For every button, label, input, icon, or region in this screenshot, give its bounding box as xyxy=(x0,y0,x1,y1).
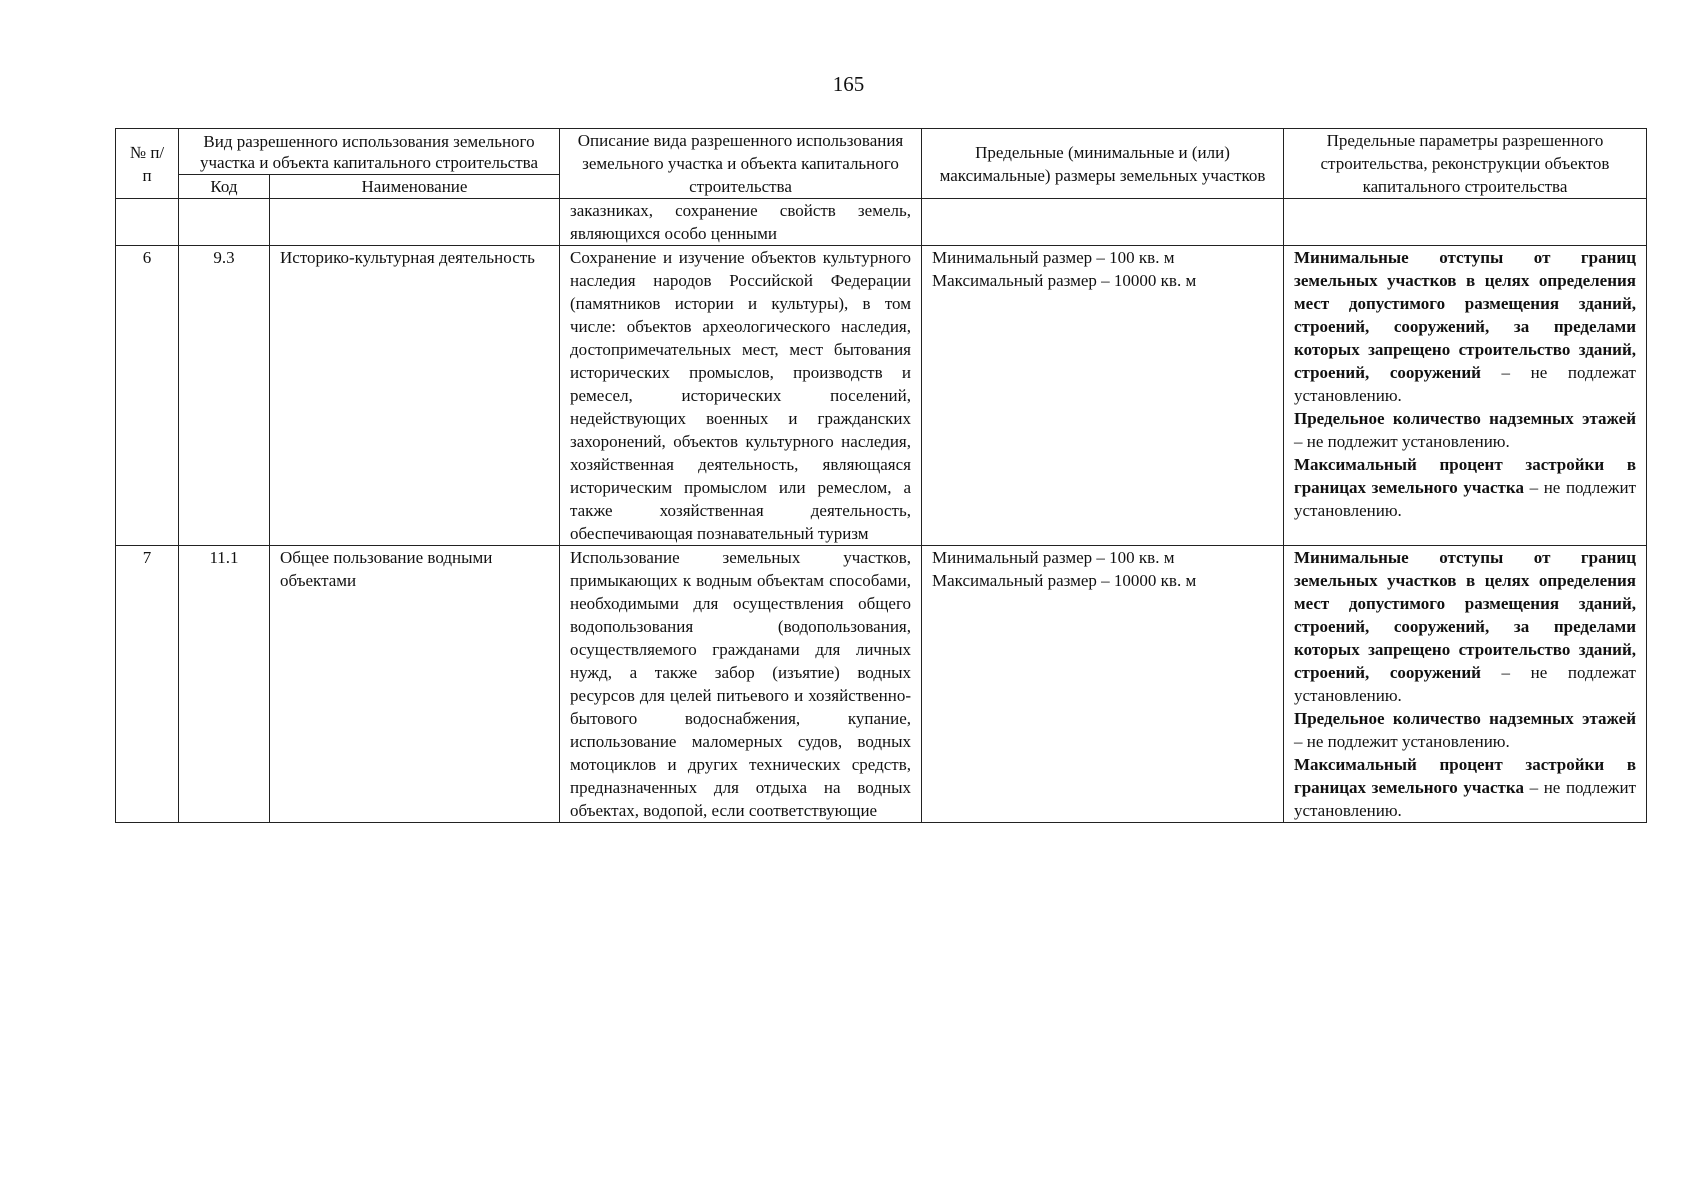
header-description: Описание вида разрешенного использования земельного участка и объекта капитального строительства xyxy=(560,129,922,199)
header-plot-sizes: Предельные (минимальные и (или) максимальные) размеры земельных участков xyxy=(922,129,1284,199)
header-usage-group: Вид разрешенного использования земельного участка и объекта капитального строительства xyxy=(179,129,560,175)
row-params xyxy=(1284,199,1647,246)
table-row xyxy=(116,199,1647,246)
param-title: Максимальный процент застройки в границах земельного участка xyxy=(1294,455,1636,497)
header-num: № п/п xyxy=(116,129,179,199)
param-paragraph xyxy=(1294,407,1636,453)
param-value: – не подлежит установлению. xyxy=(1294,732,1510,751)
max-size-text: Максимальный размер – 10000 кв. м xyxy=(932,271,1197,290)
row-code: 9.3 xyxy=(179,246,270,546)
row-name: Общее пользование водными объектами xyxy=(270,546,560,823)
row-description: Сохранение и изучение объектов культурного наследия народов Российской Федерации (памятников истории и культуры), в том числе: объектов археологического наследия, достопримечательных мест, мест бытования исторических промыслов, производств и ремесел, исторических поселений, недействующих военных и гражданских захоронений, объектов культурного наследия, хозяйственная деятельность, являющаяся историческим промыслом или ремеслом, а также хозяйственная деятельность, обеспечивающая познавательный туризм xyxy=(560,246,922,546)
param-value: – не подлежат установлению. xyxy=(1294,363,1636,405)
header-name: Наименование xyxy=(270,175,560,199)
param-value: – не подлежат установлению. xyxy=(1294,663,1636,705)
row-name: Историко-культурная деятельность xyxy=(270,246,560,546)
row-description: Использование земельных участков, примыкающих к водным объектам способами, необходимыми для осуществления общего водопользования (водопользования, осуществляемого гражданами для личных нужд, а также забор (изъятие) водных ресурсов для целей питьевого и хозяйственно-бытового водоснабжения, купание, использование маломерных судов, водных мотоциклов и других технических средств, предназначенных для отдыха на водных объектах, водопой, если соответствующие xyxy=(560,546,922,823)
row-params xyxy=(1284,246,1647,546)
min-size-text: Минимальный размер – 100 кв. м xyxy=(932,548,1175,567)
row-number: 7 xyxy=(116,546,179,823)
param-paragraph xyxy=(1294,453,1636,522)
table-header xyxy=(116,129,1647,199)
table-row xyxy=(116,546,1647,823)
row-code: 11.1 xyxy=(179,546,270,823)
row-params xyxy=(1284,546,1647,823)
row-plot-sizes xyxy=(922,199,1284,246)
max-size-text: Максимальный размер – 10000 кв. м xyxy=(932,571,1197,590)
row-plot-sizes xyxy=(922,546,1284,823)
param-title: Максимальный процент застройки в границах земельного участка xyxy=(1294,755,1636,797)
param-value: – не подлежит установлению. xyxy=(1294,478,1637,520)
param-value: – не подлежит установлению. xyxy=(1294,432,1510,451)
table-body xyxy=(116,199,1647,823)
table-row xyxy=(116,246,1647,546)
param-value: – не подлежит установлению. xyxy=(1294,778,1637,820)
row-code xyxy=(179,199,270,246)
land-use-table xyxy=(115,128,1647,823)
min-size-text: Минимальный размер – 100 кв. м xyxy=(932,248,1175,267)
row-plot-sizes xyxy=(922,246,1284,546)
param-paragraph xyxy=(1294,753,1636,822)
header-params: Предельные параметры разрешенного строительства, реконструкции объектов капитального строительства xyxy=(1284,129,1647,199)
row-number xyxy=(116,199,179,246)
header-code: Код xyxy=(179,175,270,199)
param-paragraph xyxy=(1294,707,1636,753)
row-number: 6 xyxy=(116,246,179,546)
param-title: Минимальные отступы от границ земельных участков в целях определения мест допустимого размещения зданий, строений, сооружений, за пределами которых запрещено строительство зданий, строений, сооружений xyxy=(1294,548,1636,682)
param-title: Минимальные отступы от границ земельных участков в целях определения мест допустимого размещения зданий, строений, сооружений, за пределами которых запрещено строительство зданий, строений, сооружений xyxy=(1294,248,1636,382)
row-name xyxy=(270,199,560,246)
param-title: Предельное количество надземных этажей xyxy=(1294,709,1636,728)
param-paragraph xyxy=(1294,246,1636,407)
param-paragraph xyxy=(1294,546,1636,707)
row-description: заказниках, сохранение свойств земель, являющихся особо ценными xyxy=(560,199,922,246)
page-number: 165 xyxy=(832,72,865,96)
param-title: Предельное количество надземных этажей xyxy=(1294,409,1636,428)
